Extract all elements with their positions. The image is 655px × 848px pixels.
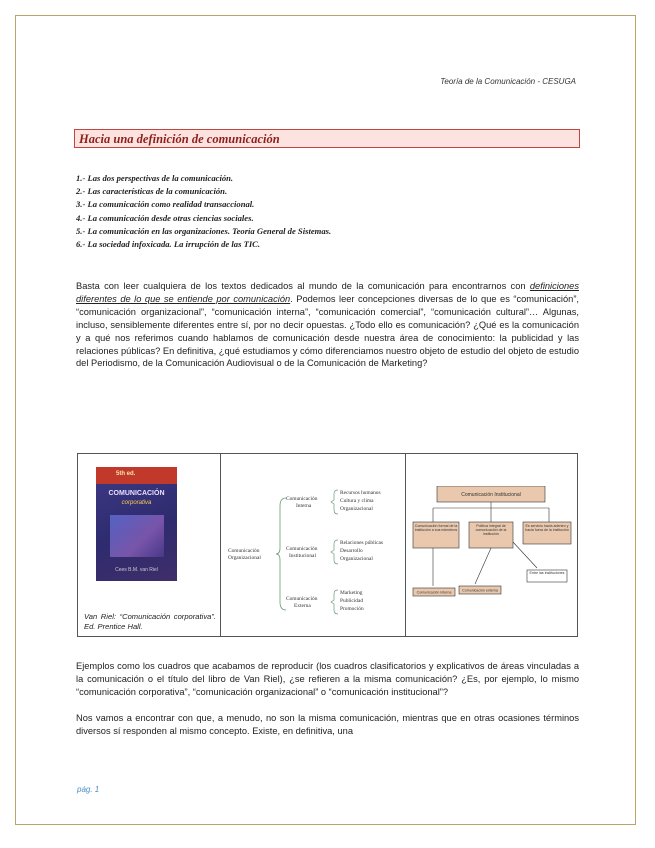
topic-item: 2.- Las características de la comunicación. — [76, 186, 228, 197]
book-cover-title: COMUNICACIÓN — [108, 490, 165, 497]
inst-top-label: Comunicación Institucional — [461, 492, 521, 498]
topic-item: 3.- La comunicación como realidad transaccional. — [76, 199, 255, 210]
diagram-item: Organizacional — [340, 556, 373, 562]
diagram-item: Cultura y clima — [340, 498, 374, 504]
topic-item: 5.- La comunicación en las organizaciones. Teoría General de Sistemas. — [76, 225, 332, 236]
diagram-branch-label: Institucional — [289, 553, 316, 559]
diagram-brace — [331, 590, 338, 614]
section-title-box — [74, 129, 580, 148]
book-band-text: 5th ed. — [116, 471, 136, 477]
closing-paragraph: Nos vamos a encontrar con que, a menudo, no son la misma comunicación, mientras que en otras ocasiones términos diversos sí responden al mismo concepto. Existe, en definitiva, una — [76, 713, 579, 736]
inst-box-policy-text: Política integral de comunicación de la institución — [475, 524, 507, 537]
book-cover-art — [110, 515, 164, 557]
inst-side-box-text: Entre las instituciones — [529, 571, 565, 575]
inst-box-service-text: Es servicio hacia adentro y hacia fuera de la institución — [525, 524, 569, 533]
book-cover-subtitle: corporativa — [121, 500, 152, 506]
intro-text-after: . Podemos leer concepciones diversas de lo que es “comunicación”, “comunicación organizacional”, “comunicación interna”, “comunicación comercial”, “comunicación cultural”… Algunas, incluso, sensiblemente diferentes entre sí, por no decir opuestas. ¿Todo ello es comunicación? ¿Qué es la comunicación y a qué nos referimos cuando hablamos de comunicación desde nuestra área de conocimiento: la publicidad y las relaciones públicas? En definitiva, ¿qué estudiamos y cómo diferenciamos nuestro objeto de estudio del objeto de estudio del Periodismo, de la Comunicación Audiovisual o de la Comunicación de Marketing? — [76, 293, 579, 369]
diagram-brace — [331, 490, 338, 514]
inst-box-formal-text: Comunicación formal de la institución a sus miembros — [414, 524, 458, 533]
institutional-communication-chart — [409, 486, 575, 606]
topic-list — [76, 172, 331, 251]
topic-item: 6.- La sociedad infoxicada. La irrupción de las TIC. — [76, 239, 261, 250]
running-header: Teoría de la Comunicación - CESUGA — [440, 77, 576, 86]
diagram-item: Marketing — [340, 590, 363, 596]
diagram-item: Desarrollo — [340, 548, 363, 554]
diagram-branch-label: Interna — [296, 503, 312, 509]
diagram-item: Promoción — [340, 606, 364, 612]
examples-paragraph: Ejemplos como los cuadros que acabamos de reproducir (los cuadros clasificatorios y explicativos de áreas vinculadas a la comunicación o el título del libro de Van Riel), ¿se refieren a la misma comunicación? ¿Es, por ejemplo, lo mismo “comunicación corporativa”, “comunicación organizacional” o “comunicación institucional”? — [76, 661, 579, 697]
diagram-branch-label: Comunicación — [286, 546, 318, 552]
inst-arrow — [475, 548, 491, 584]
diagram-brace — [276, 498, 286, 610]
diagram-item: Organizacional — [340, 506, 373, 512]
inst-bottom-internal-label: Comunicación interna — [416, 590, 452, 595]
diagram-root-label: Organizacional — [228, 555, 261, 561]
diagram-branch-label: Comunicación — [286, 596, 318, 602]
inst-bottom-external-label: Comunicación externa — [462, 588, 498, 593]
diagram-branch-label: Comunicación — [286, 496, 318, 502]
org-communication-diagram — [226, 484, 404, 624]
book-cover-image — [96, 467, 177, 581]
figure-divider — [220, 454, 221, 636]
intro-text-before: Basta con leer cualquiera de los textos dedicados al mundo de la comunicación para encontrarnos con — [76, 281, 530, 291]
page-number: pág. 1 — [77, 785, 100, 794]
inst-arrow — [513, 542, 537, 568]
topic-item: 1.- Las dos perspectivas de la comunicación. — [76, 173, 234, 183]
book-cover-band — [96, 467, 177, 484]
definitions-link[interactable]: definiciones diferentes de lo que se entiende por comunicación — [76, 281, 579, 304]
diagram-branch-label: Externa — [294, 603, 311, 609]
diagram-item: Relaciones públicas — [340, 540, 383, 546]
diagram-brace — [331, 540, 338, 564]
book-caption: Van Riel: “Comunicación corporativa”. Ed. Prentice Hall. — [84, 612, 216, 631]
diagram-root-label: Comunicación — [228, 548, 260, 554]
topic-item: 4.- La comunicación desde otras ciencias sociales. — [76, 212, 254, 223]
book-cover-author: Cees B.M. van Riel — [115, 567, 158, 573]
figure-divider — [405, 454, 406, 636]
section-title: Hacia una definición de comunicación — [79, 132, 280, 146]
diagram-item: Publicidad — [340, 598, 364, 604]
diagram-item: Recursos humanos — [340, 490, 381, 496]
figure-table — [77, 453, 578, 637]
intro-paragraph — [76, 280, 579, 370]
